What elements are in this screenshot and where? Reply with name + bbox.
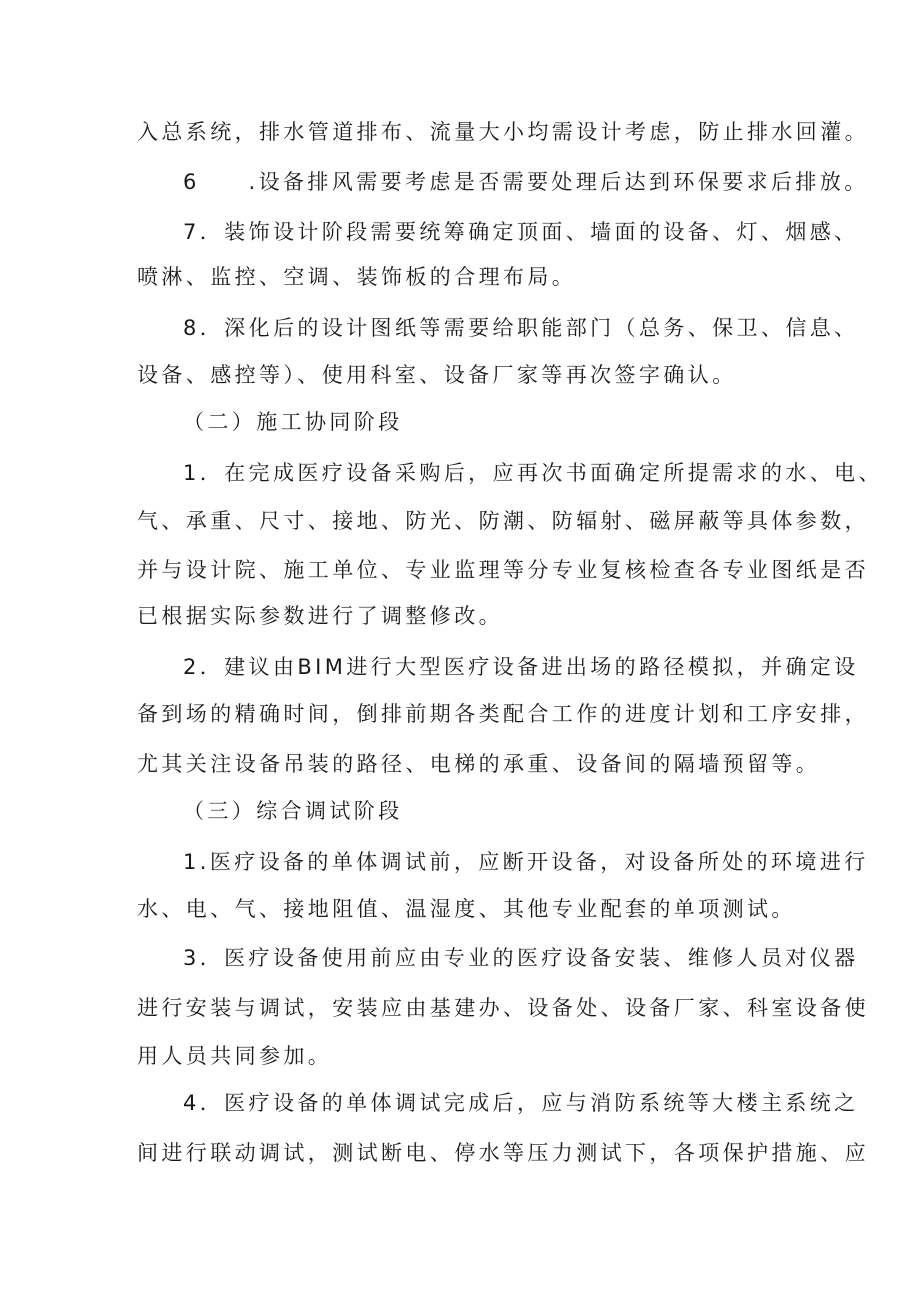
text-line: 6 .设备排风需要考虑是否需要处理后达到环保要求后排放。 (183, 170, 869, 194)
text-line: 并与设计院、施工单位、专业监理等分专业复核检查各专业图纸是否 (137, 558, 869, 582)
text-line: 2．建议由BIM进行大型医疗设备进出场的路径模拟，并确定设 (183, 655, 859, 679)
text-line: 4．医疗设备的单体调试完成后，应与消防系统等大楼主系统之 (183, 1091, 859, 1115)
text-line: 1．在完成医疗设备采购后，应再次书面确定所提需求的水、电、 (183, 461, 883, 485)
text-line: 7．装饰设计阶段需要统筹确定顶面、墙面的设备、灯、烟感、 (183, 220, 859, 244)
text-line: 用人员共同参加。 (137, 1044, 333, 1068)
text-line: 8．深化后的设计图纸等需要给职能部门（总务、保卫、信息、 (183, 316, 859, 340)
text-line: 进行安装与调试，安装应由基建办、设备处、设备厂家、科室设备使 (137, 996, 869, 1020)
section-heading: （二）施工协同阶段 (183, 410, 403, 434)
text-line: 水、电、气、接地阻值、温湿度、其他专业配套的单项测试。 (137, 897, 796, 921)
text-line: 气、承重、尺寸、接地、防光、防潮、防辐射、磁屏蔽等具体参数， (137, 509, 869, 533)
text-line: 入总系统，排水管道排布、流量大小均需设计考虑，防止排水回灌。 (137, 120, 869, 144)
section-heading: （三）综合调试阶段 (183, 799, 403, 823)
text-line: 间进行联动调试，测试断电、停水等压力测试下，各项保护措施、应 (137, 1141, 869, 1165)
text-line: 已根据实际参数进行了调整修改。 (137, 604, 503, 628)
text-line: 喷淋、监控、空调、装饰板的合理布局。 (137, 265, 577, 289)
text-line: 设备、感控等）、使用科室、设备厂家等再次签字确认。 (137, 363, 737, 387)
text-line: 3．医疗设备使用前应由专业的医疗设备安装、维修人员对仪器 (183, 946, 859, 970)
text-line: 备到场的精确时间，倒排前期各类配合工作的进度计划和工序安排， (137, 702, 869, 726)
text-line: 尤其关注设备吊装的路径、电梯的承重、设备间的隔墙预留等。 (137, 752, 821, 776)
text-line: 1.医疗设备的单体调试前，应断开设备，对设备所处的环境进行 (183, 850, 869, 874)
